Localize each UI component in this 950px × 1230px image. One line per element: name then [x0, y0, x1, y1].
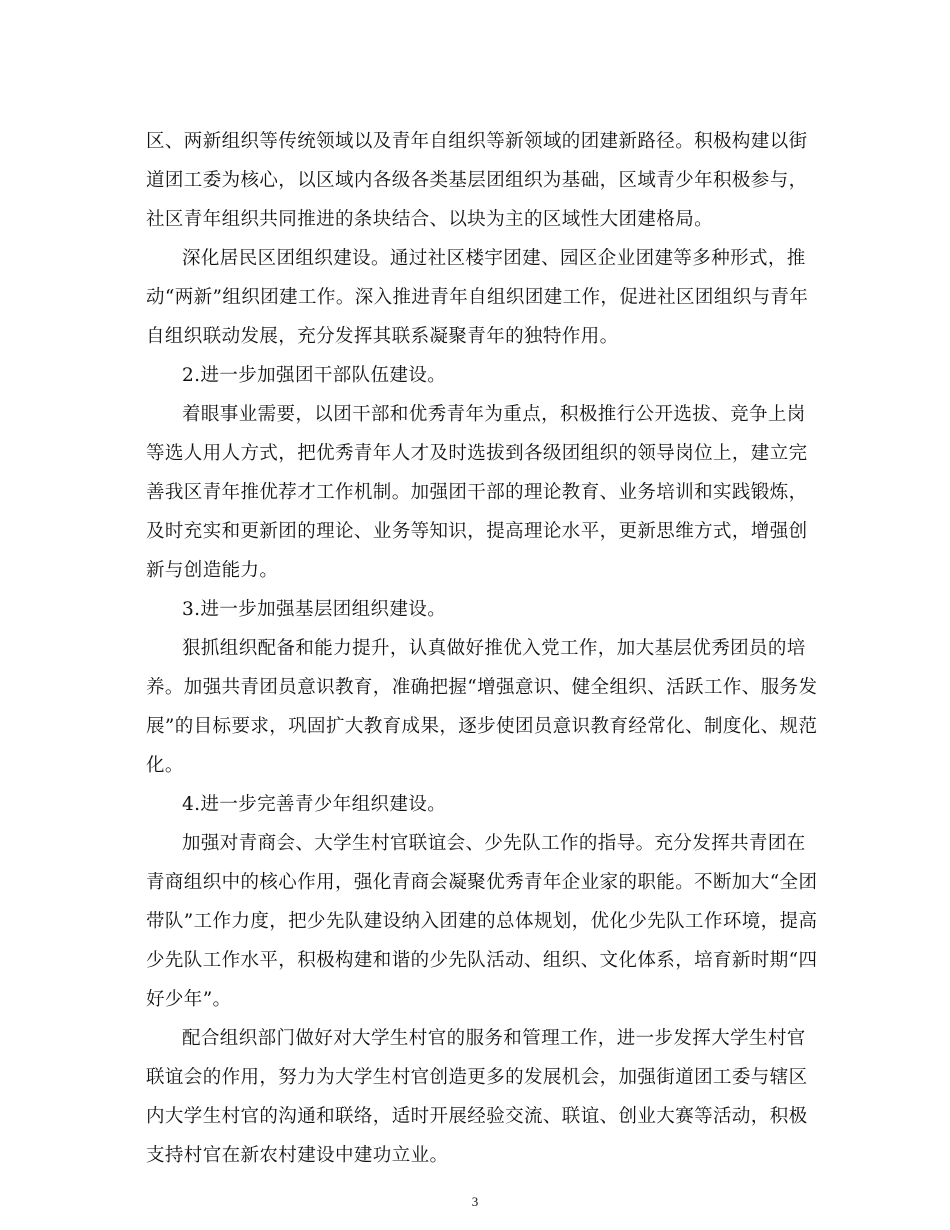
paragraph-first-line: 深化居民区团组织建设。通过社区楼宇团建、园区企业团建等多种形式，推 [182, 248, 806, 269]
text-line: 区、两新组织等传统领域以及青年自组织等新领域的团建新路径。积极构建以街 [146, 131, 808, 152]
text-line: 带队”工作力度，把少先队建设纳入团建的总体规划，优化少先队工作环境，提高 [146, 911, 818, 932]
text-line: 及时充实和更新团的理论、业务等知识，提高理论水平，更新思维方式，增强创 [146, 521, 808, 542]
text-line: 内大学生村官的沟通和联络，适时开展经验交流、联谊、创业大赛等活动，积极 [146, 1106, 808, 1127]
section-heading: 3.进一步加强基层团组织建设。 [182, 599, 447, 620]
text-line: 自组织联动发展，充分发挥其联系凝聚青年的独特作用。 [146, 326, 619, 347]
text-line: 化。 [146, 755, 184, 776]
text-line: 展”的目标要求，巩固扩大教育成果，逐步使团员意识教育经常化、制度化、规范 [146, 716, 818, 737]
text-line: 联谊会的作用，努力为大学生村官创造更多的发展机会，加强街道团工委与辖区 [146, 1067, 808, 1088]
paragraph-first-line: 配合组织部门做好对大学生村官的服务和管理工作，进一步发挥大学生村官 [182, 1028, 806, 1049]
paragraph-first-line: 加强对青商会、大学生村官联谊会、少先队工作的指导。充分发挥共青团在 [182, 833, 806, 854]
text-line: 新与创造能力。 [146, 560, 279, 581]
text-line: 支持村官在新农村建设中建功立业。 [146, 1145, 449, 1166]
paragraph-first-line: 狠抓组织配备和能力提升，认真做好推优入党工作，加大基层优秀团员的培 [182, 638, 806, 659]
text-line: 社区青年组织共同推进的条块结合、以块为主的区域性大团建格局。 [146, 209, 714, 230]
text-line: 青商组织中的核心作用，强化青商会凝聚优秀青年企业家的职能。不断加大“全团 [146, 872, 818, 893]
section-heading: 4.进一步完善青少年组织建设。 [182, 794, 447, 815]
text-line: 等选人用人方式，把优秀青年人才及时选拔到各级团组织的领导岗位上，建立完 [146, 443, 808, 464]
paragraph-first-line: 着眼事业需要，以团干部和优秀青年为重点，积极推行公开选拔、竞争上岗 [182, 404, 806, 425]
text-line: 少先队工作水平，积极构建和谐的少先队活动、组织、文化体系，培育新时期“四 [146, 950, 818, 971]
text-line: 道团工委为核心，以区域内各级各类基层团组织为基础，区域青少年积极参与， [146, 170, 808, 191]
page-number: 3 [471, 1194, 479, 1209]
text-line: 养。加强共青团员意识教育，准确把握“增强意识、健全组织、活跃工作、服务发 [146, 677, 818, 698]
text-line: 动“两新”组织团建工作。深入推进青年自组织团建工作，促进社区团组织与青年 [146, 287, 809, 308]
text-line: 好少年”。 [146, 989, 232, 1010]
section-heading: 2.进一步加强团干部队伍建设。 [182, 365, 447, 386]
text-line: 善我区青年推优荐才工作机制。加强团干部的理论教育、业务培训和实践锻炼， [146, 482, 808, 503]
